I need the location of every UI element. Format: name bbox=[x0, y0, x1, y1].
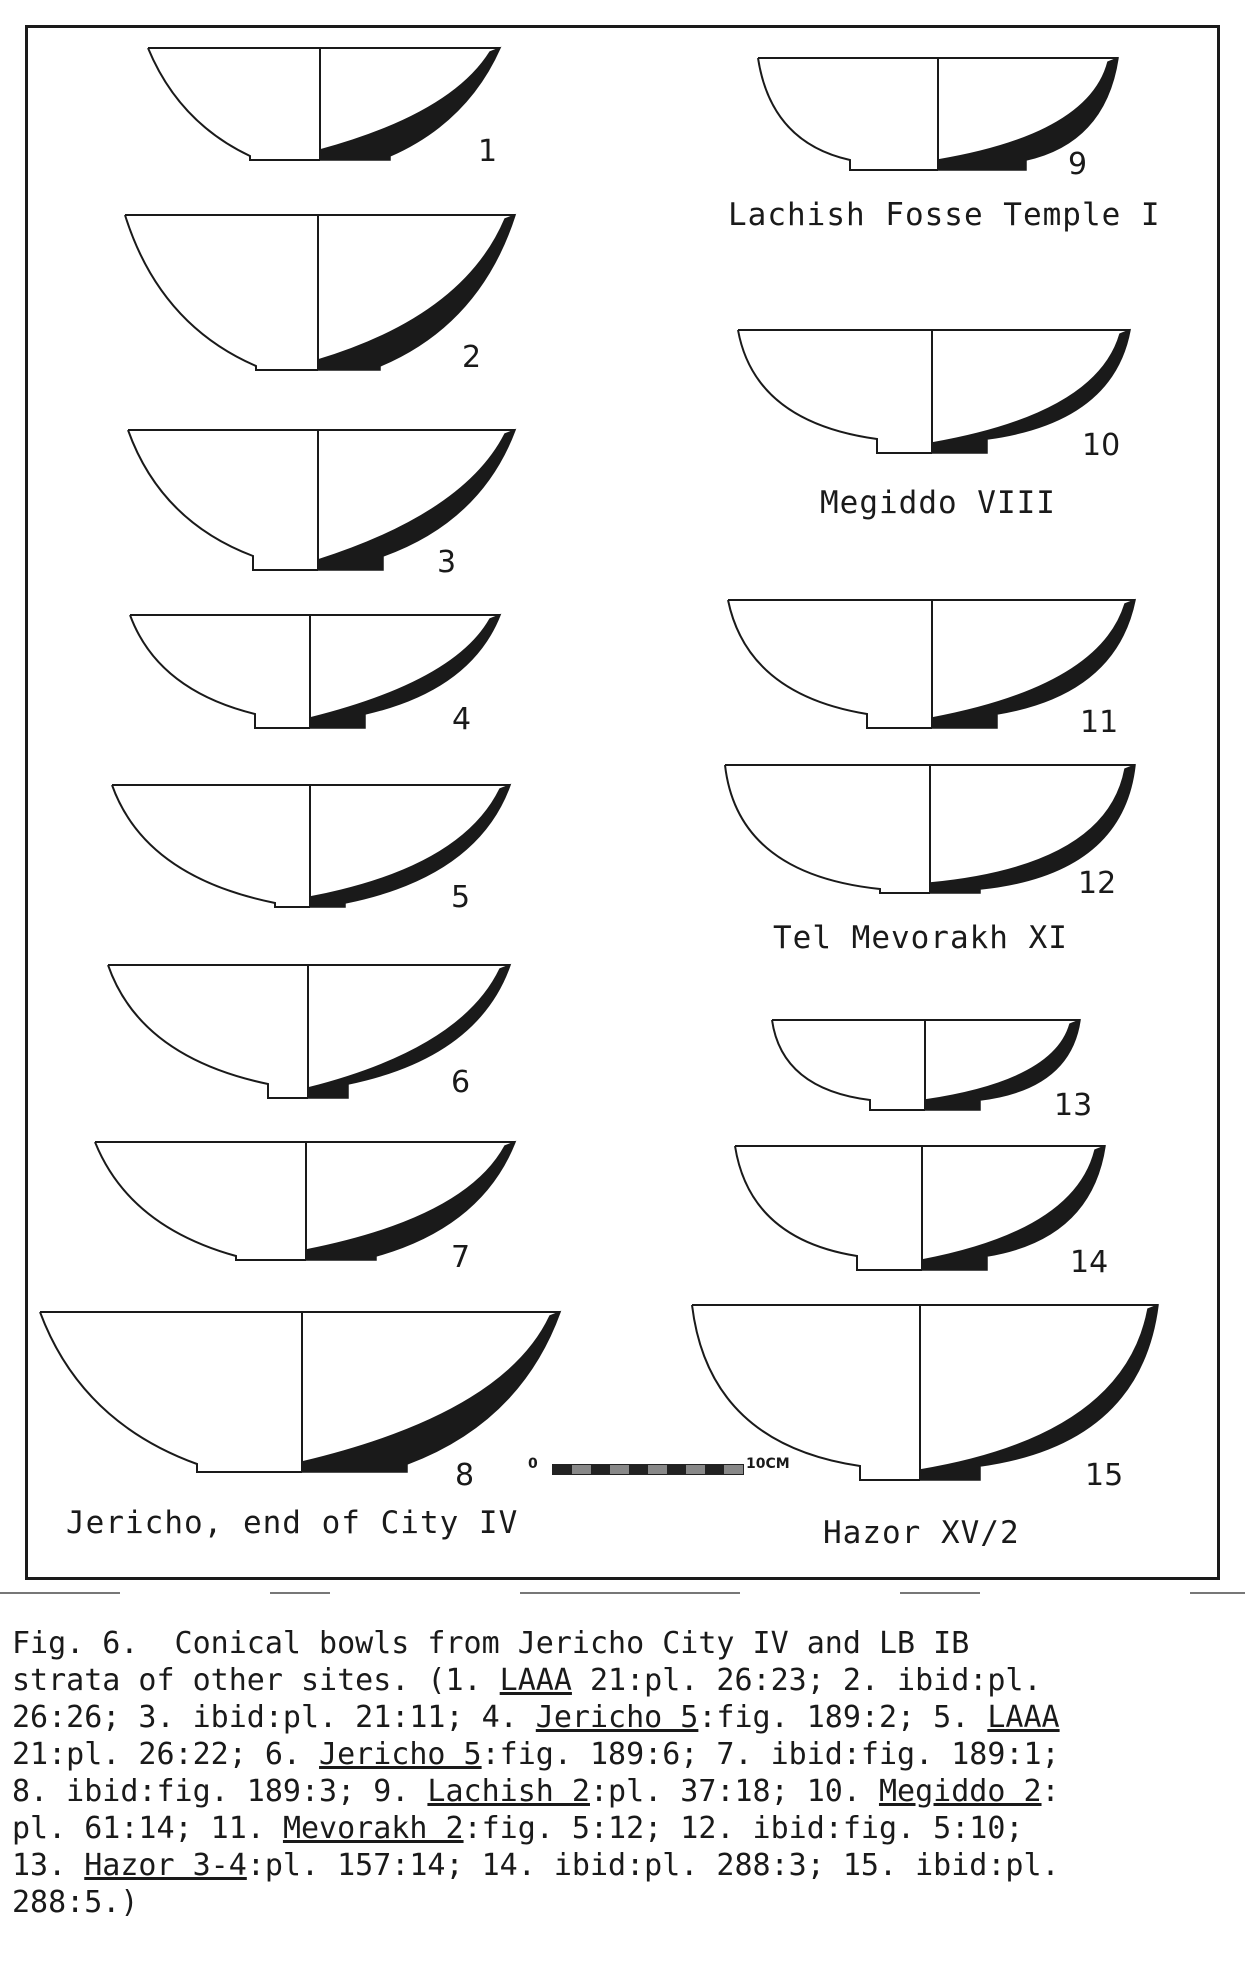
bowl-5-section bbox=[310, 785, 510, 907]
citation-title: LAAA bbox=[987, 1700, 1060, 1735]
bowl-7-section bbox=[306, 1142, 515, 1260]
bowl-number-15: 15 bbox=[1085, 1458, 1124, 1493]
scale-bar bbox=[528, 1452, 788, 1484]
caption-text: 26:26; 3. ibid:pl. 21:11; 4. bbox=[12, 1700, 536, 1735]
caption-text: strata of other sites. (1. bbox=[12, 1663, 500, 1698]
caption-text: :pl. 37:18; 10. bbox=[589, 1774, 879, 1809]
citation-title: Lachish 2 bbox=[427, 1774, 590, 1809]
citation-title: Hazor 3-4 bbox=[84, 1848, 247, 1883]
caption-text: pl. 61:14; 11. bbox=[12, 1811, 283, 1846]
bowl-12-left-outline bbox=[725, 765, 930, 893]
bowl-8-section bbox=[302, 1312, 560, 1472]
bowl-number-1: 1 bbox=[478, 134, 498, 169]
site-label-hazor: Hazor XV/2 bbox=[823, 1515, 1020, 1551]
caption-text: 21:pl. 26:23; 2. ibid:pl. bbox=[571, 1663, 1042, 1698]
bowl-9-left-outline bbox=[758, 58, 938, 170]
site-label-mevorakh: Tel Mevorakh XI bbox=[773, 920, 1068, 956]
bowl-4-left-outline bbox=[130, 615, 310, 728]
citation-title: LAAA bbox=[499, 1663, 572, 1698]
bowl-number-12: 12 bbox=[1078, 866, 1117, 901]
bowl-number-6: 6 bbox=[451, 1065, 471, 1100]
scale-zero-label: 0 bbox=[528, 1456, 538, 1472]
bowl-number-13: 13 bbox=[1054, 1088, 1093, 1123]
scale-unit-label: 10CM bbox=[746, 1456, 790, 1472]
caption-text: :fig. 189:2; 5. bbox=[698, 1700, 988, 1735]
caption-text: :fig. 189:6; 7. ibid:fig. 189:1; bbox=[481, 1737, 1060, 1772]
bowl-8-left-outline bbox=[40, 1312, 302, 1472]
scan-artifact bbox=[0, 1592, 120, 1594]
caption-line bbox=[12, 1773, 1232, 1810]
site-label-megiddo: Megiddo VIII bbox=[820, 485, 1056, 521]
scan-artifact bbox=[520, 1592, 740, 1594]
caption-line bbox=[12, 1847, 1232, 1884]
bowl-9-section bbox=[938, 58, 1118, 170]
citation-title: Megiddo 2 bbox=[878, 1774, 1042, 1809]
caption-text: Fig. 6. Conical bowls from Jericho City IV and LB IB bbox=[12, 1626, 970, 1661]
caption-line bbox=[12, 1884, 1232, 1921]
scale-bar-graphic bbox=[552, 1464, 744, 1475]
caption-text: 288:5.) bbox=[12, 1885, 139, 1920]
bowl-2-section bbox=[318, 215, 515, 370]
bowl-number-3: 3 bbox=[437, 545, 457, 580]
bowl-number-7: 7 bbox=[451, 1240, 471, 1275]
bowl-10-left-outline bbox=[738, 330, 932, 453]
caption-line bbox=[12, 1699, 1232, 1736]
scan-artifact bbox=[1190, 1592, 1245, 1594]
bowl-1-left-outline bbox=[148, 48, 320, 160]
bowl-number-11: 11 bbox=[1080, 705, 1119, 740]
bowl-number-10: 10 bbox=[1082, 428, 1121, 463]
bowl-1-section bbox=[320, 48, 500, 160]
bowl-3-section bbox=[318, 430, 515, 570]
caption-text: : bbox=[1041, 1774, 1060, 1809]
caption-line bbox=[12, 1810, 1232, 1847]
bowl-number-9: 9 bbox=[1068, 147, 1088, 182]
bowl-6-left-outline bbox=[108, 965, 308, 1098]
bowl-4-section bbox=[310, 615, 500, 728]
bowl-15-section bbox=[920, 1305, 1158, 1480]
caption-line bbox=[12, 1662, 1232, 1699]
caption-text: 21:pl. 26:22; 6. bbox=[12, 1737, 320, 1772]
bowl-number-2: 2 bbox=[462, 340, 482, 375]
scan-artifact bbox=[270, 1592, 330, 1594]
citation-title: Jericho 5 bbox=[319, 1737, 482, 1772]
site-label-jericho: Jericho, end of City IV bbox=[66, 1505, 519, 1541]
bowl-3-left-outline bbox=[128, 430, 318, 570]
caption-text: 8. ibid:fig. 189:3; 9. bbox=[12, 1774, 428, 1809]
bowl-number-14: 14 bbox=[1070, 1245, 1109, 1280]
bowl-11-left-outline bbox=[728, 600, 932, 728]
citation-title: Jericho 5 bbox=[535, 1700, 699, 1735]
bowl-13-left-outline bbox=[772, 1020, 925, 1110]
bowl-2-left-outline bbox=[125, 215, 318, 370]
scan-artifact bbox=[900, 1592, 980, 1594]
figure-caption bbox=[12, 1625, 1232, 1921]
bowl-number-4: 4 bbox=[452, 702, 472, 737]
citation-title: Mevorakh 2 bbox=[282, 1811, 464, 1846]
bowl-7-left-outline bbox=[95, 1142, 306, 1260]
bowl-5-left-outline bbox=[112, 785, 310, 907]
site-label-lachish: Lachish Fosse Temple I bbox=[728, 197, 1161, 233]
caption-line bbox=[12, 1736, 1232, 1773]
bowl-number-5: 5 bbox=[451, 880, 471, 915]
caption-text: 13. bbox=[12, 1848, 85, 1883]
bowl-6-section bbox=[308, 965, 510, 1098]
bowl-14-left-outline bbox=[735, 1146, 922, 1270]
bowl-number-8: 8 bbox=[455, 1458, 475, 1493]
caption-text: :fig. 5:12; 12. ibid:fig. 5:10; bbox=[463, 1811, 1024, 1846]
caption-text: :pl. 157:14; 14. ibid:pl. 288:3; 15. ibid:pl. bbox=[246, 1848, 1060, 1883]
caption-line bbox=[12, 1625, 1232, 1662]
